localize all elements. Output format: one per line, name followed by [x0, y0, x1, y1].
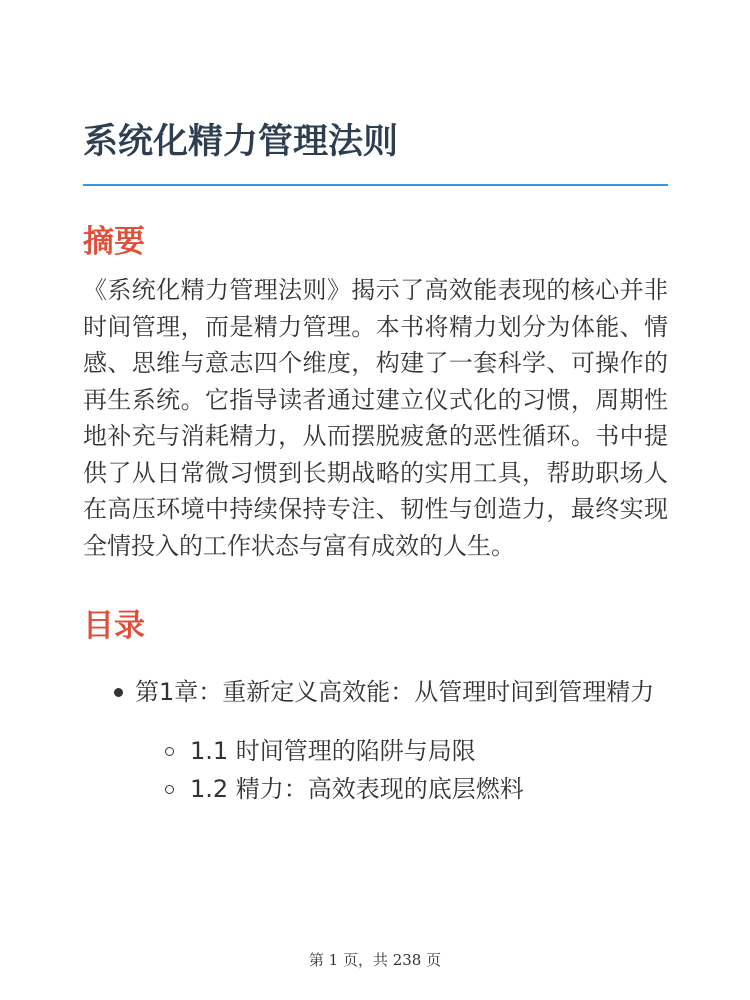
document-page: [83, 0, 668, 808]
toc-subsection-list: [135, 732, 668, 808]
title-divider: [83, 184, 668, 186]
toc-chapter-label: 第1章：重新定义高效能：从管理时间到管理精力: [135, 678, 655, 706]
toc-subsection-label: 1.1 时间管理的陷阱与局限: [190, 737, 476, 765]
toc-heading: 目录: [83, 608, 145, 644]
bullet-circle-icon: [165, 747, 174, 756]
toc-subsection-label: 1.2 精力：高效表现的底层燃料: [190, 775, 524, 803]
bullet-circle-icon: [165, 785, 174, 794]
page-footer: 第 1 页，共 238 页: [308, 951, 442, 969]
page-title: 系统化精力管理法则: [83, 122, 399, 162]
toc-subsection-1-1: [135, 732, 668, 770]
table-of-contents: [83, 674, 668, 808]
summary-paragraph: 《系统化精力管理法则》揭示了高效能表现的核心并非时间管理，而是精力管理。本书将精力划分为体能、情感、思维与意志四个维度，构建了一套科学、可操作的再生系统。它指导读者通过建立仪式化的习惯，周期性地补充与消耗精力，从而摆脱疲惫的恶性循环。书中提供了从日常微习惯到长期战略的实用工具，帮助职场人在高压环境中持续保持专注、韧性与创造力，最终实现全情投入的工作状态与富有成效的人生。: [83, 276, 668, 560]
toc-subsection-1-2: [135, 770, 668, 808]
summary-heading: 摘要: [83, 224, 145, 260]
bullet-disc-icon: [114, 688, 123, 697]
toc-chapter-1: [83, 674, 668, 808]
